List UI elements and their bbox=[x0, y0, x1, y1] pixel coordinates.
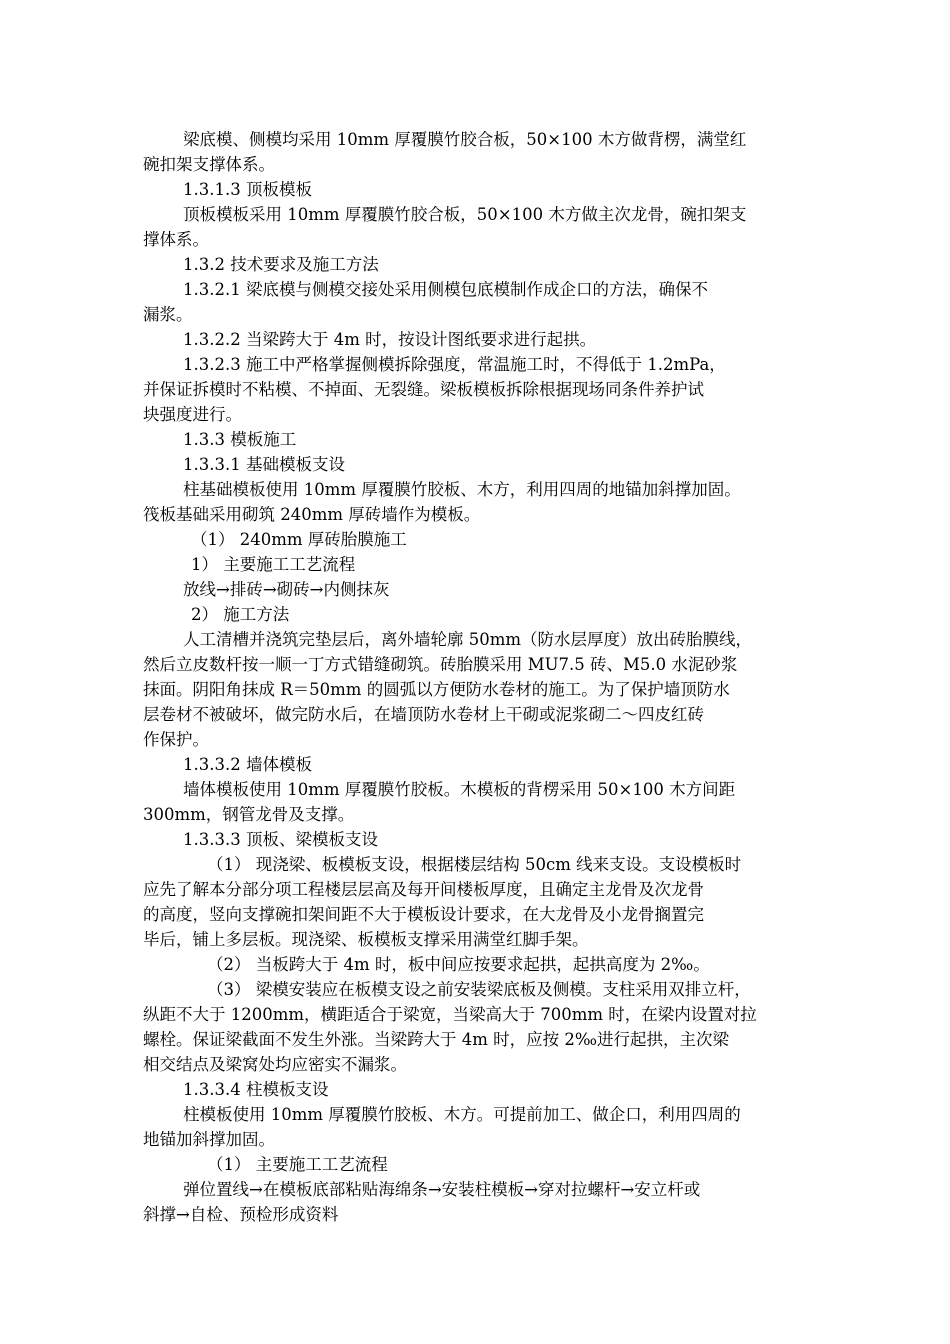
text-line: 作保护。 bbox=[143, 730, 209, 749]
text-line: 漏浆。 bbox=[143, 305, 193, 324]
text-line: 毕后，铺上多层板。现浇梁、板模板支撑采用满堂红脚手架。 bbox=[143, 930, 589, 949]
text-line: 1） 主要施工工艺流程 bbox=[191, 555, 356, 574]
text-line: （3） 梁模安装应在板模支设之前安装梁底板及侧模。支柱采用双排立杆， bbox=[207, 980, 751, 999]
text-line: （1） 主要施工工艺流程 bbox=[207, 1155, 388, 1174]
text-line: 斜撑→自检、预检形成资料 bbox=[143, 1205, 339, 1224]
text-line: 1.3.1.3 顶板模板 bbox=[183, 180, 312, 199]
text-line: 弹位置线→在模板底部粘贴海绵条→安装柱模板→穿对拉螺杆→安立杆或 bbox=[183, 1180, 701, 1199]
text-line: 柱模板使用 10mm 厚覆膜竹胶板、木方。可提前加工、做企口，利用四周的 bbox=[183, 1105, 741, 1124]
text-line: 螺栓。保证梁截面不发生外涨。当梁跨大于 4m 时，应按 2‰进行起拱，主次梁 bbox=[143, 1030, 730, 1049]
text-line: 1.3.2.3 施工中严格掌握侧模拆除强度，常温施工时，不得低于 1.2mPa， bbox=[183, 355, 726, 374]
text-line: 相交结点及梁窝处均应密实不漏浆。 bbox=[143, 1055, 407, 1074]
text-line: 1.3.2 技术要求及施工方法 bbox=[183, 255, 379, 274]
text-line: （2） 当板跨大于 4m 时，板中间应按要求起拱，起拱高度为 2‰。 bbox=[207, 955, 710, 974]
text-line: 人工清槽并浇筑完垫层后，离外墙轮廓 50mm（防水层厚度）放出砖胎膜线， bbox=[183, 630, 753, 649]
text-line: 1.3.3.3 顶板、梁模板支设 bbox=[183, 830, 378, 849]
text-line: 墙体模板使用 10mm 厚覆膜竹胶板。木模板的背楞采用 50×100 木方间距 bbox=[183, 780, 736, 799]
text-line: 1.3.3.2 墙体模板 bbox=[183, 755, 312, 774]
text-line: 放线→排砖→砌砖→内侧抹灰 bbox=[183, 580, 390, 599]
text-line: 1.3.2.2 当梁跨大于 4m 时，按设计图纸要求进行起拱。 bbox=[183, 330, 597, 349]
text-line: 顶板模板采用 10mm 厚覆膜竹胶合板，50×100 木方做主次龙骨，碗扣架支 bbox=[183, 205, 747, 224]
text-line: 2） 施工方法 bbox=[191, 605, 290, 624]
text-line: 1.3.3.1 基础模板支设 bbox=[183, 455, 345, 474]
text-line: 纵距不大于 1200mm，横距适合于梁宽，当梁高大于 700mm 时，在梁内设置对拉 bbox=[143, 1005, 757, 1024]
text-line: 层卷材不被破坏，做完防水后，在墙顶防水卷材上干砌或泥浆砌二～四皮红砖 bbox=[143, 705, 704, 724]
text-line: 并保证拆模时不粘模、不掉面、无裂缝。梁板模板拆除根据现场同条件养护试 bbox=[143, 380, 704, 399]
text-line: 块强度进行。 bbox=[143, 405, 242, 424]
text-line: 撑体系。 bbox=[143, 230, 209, 249]
text-line: （1） 240mm 厚砖胎膜施工 bbox=[191, 530, 407, 549]
text-line: 的高度，竖向支撑碗扣架间距不大于模板设计要求，在大龙骨及小龙骨搁置完 bbox=[143, 905, 704, 924]
text-line: 地锚加斜撑加固。 bbox=[143, 1130, 275, 1149]
text-line: 梁底模、侧模均采用 10mm 厚覆膜竹胶合板，50×100 木方做背楞，满堂红 bbox=[183, 130, 747, 149]
text-line: 抹面。阴阳角抹成 R＝50mm 的圆弧以方便防水卷材的施工。为了保护墙顶防水 bbox=[143, 680, 730, 699]
text-line: 1.3.3.4 柱模板支设 bbox=[183, 1080, 329, 1099]
text-line: 碗扣架支撑体系。 bbox=[143, 155, 275, 174]
text-line: 1.3.3 模板施工 bbox=[183, 430, 297, 449]
text-line: 然后立皮数杆按一顺一丁方式错缝砌筑。砖胎膜采用 MU7.5 砖、M5.0 水泥砂浆 bbox=[143, 655, 738, 674]
text-line: 筏板基础采用砌筑 240mm 厚砖墙作为模板。 bbox=[143, 505, 481, 524]
text-line: 柱基础模板使用 10mm 厚覆膜竹胶板、木方，利用四周的地锚加斜撑加固。 bbox=[183, 480, 741, 499]
text-line: 应先了解本分部分项工程楼层层高及每开间楼板厚度，且确定主龙骨及次龙骨 bbox=[143, 880, 704, 899]
text-line: 1.3.2.1 梁底模与侧模交接处采用侧模包底模制作成企口的方法，确保不 bbox=[183, 280, 708, 299]
text-line: （1） 现浇梁、板模板支设，根据楼层结构 50cm 线来支设。支设模板时 bbox=[207, 855, 742, 874]
text-line: 300mm，钢管龙骨及支撑。 bbox=[143, 805, 355, 824]
